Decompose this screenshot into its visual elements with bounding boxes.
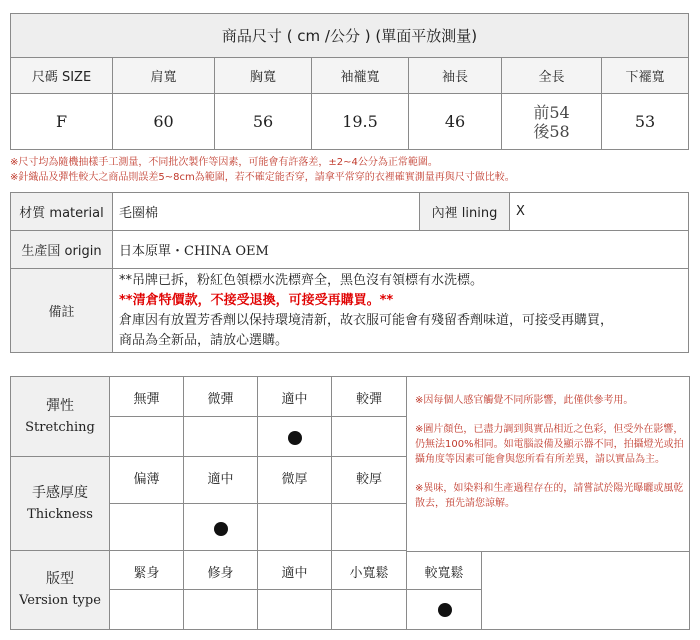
value-sleeve: 46 [409, 94, 502, 150]
value-length [502, 94, 602, 150]
thickness-label-en: Thickness [27, 506, 93, 522]
remark-line: 倉庫因有放置芳香劑以保持環境清新，故衣服可能會有殘留香劑味道，可接受再購買， [119, 312, 614, 328]
fit-option: 較寬鬆 [407, 551, 482, 590]
fit-label-en: Version type [19, 593, 101, 608]
note-line: ※針織品及彈性較大之商品則誤差5~8cm為範圍，若不確定能否穿，請拿平常穿的衣裡確實測量再與尺寸做比較。 [10, 172, 515, 183]
stretch-mark-cell [332, 417, 407, 457]
stretch-option: 微彈 [184, 377, 258, 417]
value-shoulder: 60 [113, 94, 215, 150]
size-table [10, 13, 689, 150]
thickness-option: 較厚 [332, 457, 407, 504]
fit-selected-dot [438, 603, 452, 617]
stretch-label-en: Stretching [25, 419, 95, 435]
value-length-front: 前54 [533, 102, 570, 122]
size-header-row [11, 58, 689, 94]
remark-line: **吊牌已拆，粉紅色領標水洗標齊全，黑色沒有領標有水洗標。 [119, 272, 484, 288]
origin-value: 日本原單・CHINA OEM [113, 231, 689, 269]
stretch-mark-cell [110, 417, 184, 457]
value-armhole: 19.5 [312, 94, 409, 150]
header-sleeve: 袖長 [409, 58, 502, 94]
fit-option: 適中 [258, 551, 332, 590]
fit-label-zh: 版型 [46, 571, 74, 587]
remark-line: 商品為全新品，請放心選購。 [119, 332, 289, 348]
attribute-grid [10, 376, 690, 630]
measurement-notes [10, 155, 690, 185]
attribute-notes [415, 393, 687, 525]
thickness-selected-dot [214, 522, 228, 536]
lining-value: X [510, 193, 689, 231]
attr-note-line: ※圖片顏色，已盡力調到與實品相近之色彩，但受外在影響，仍無法100%相同。如電腦設備及顯示器不同，拍攝燈光或拍攝角度等因素可能會與您所看有所差異，請以實品為主。 [415, 424, 684, 465]
header-armhole: 袖襱寬 [312, 58, 409, 94]
info-table [10, 192, 689, 353]
header-length: 全長 [502, 58, 602, 94]
header-hem: 下襬寬 [602, 58, 689, 94]
fit-mark-cell [258, 590, 332, 629]
value-chest: 56 [215, 94, 312, 150]
stretch-option: 無彈 [110, 377, 184, 417]
material-label: 材質 material [11, 193, 113, 231]
thickness-option: 偏薄 [110, 457, 184, 504]
fit-option: 緊身 [110, 551, 184, 590]
header-chest: 胸寬 [215, 58, 312, 94]
fit-mark-cell [332, 590, 407, 629]
attr-note-line: ※異味，如染料和生產過程存在的，請嘗試於陽光曝曬或風乾散去，預先請您諒解。 [415, 483, 684, 509]
fit-label [11, 551, 110, 629]
stretch-option: 較彈 [332, 377, 407, 417]
stretch-option: 適中 [258, 377, 332, 417]
divider [407, 551, 689, 552]
thickness-mark-cell [258, 504, 332, 551]
thickness-option: 適中 [184, 457, 258, 504]
stretch-label [11, 377, 110, 457]
value-length-back: 後58 [533, 121, 570, 141]
size-table-title: 商品尺寸 ( cm /公分 ) (單面平放測量) [11, 14, 689, 58]
thickness-option: 微厚 [258, 457, 332, 504]
lining-label: 內裡 lining [420, 193, 510, 231]
remarks-value [113, 269, 689, 353]
stretch-label-zh: 彈性 [46, 397, 74, 414]
value-hem: 53 [602, 94, 689, 150]
remarks-label: 備註 [11, 269, 113, 353]
note-line: ※尺寸均為隨機抽樣手工測量，不同批次製作等因素，可能會有許落差，±2~4公分為正常範圍。 [10, 157, 438, 168]
thickness-mark-cell [332, 504, 407, 551]
fit-option: 小寬鬆 [332, 551, 407, 590]
material-value: 毛圈棉 [113, 193, 420, 231]
stretch-mark-cell [184, 417, 258, 457]
stretch-selected-dot [288, 431, 302, 445]
size-value-row [11, 94, 689, 150]
fit-mark-cell [110, 590, 184, 629]
attr-note-line: ※因每個人感官觸覺不同所影響，此僅供參考用。 [415, 395, 634, 406]
remark-line-warning: **清倉特價款，不接受退換，可接受再購買。** [119, 292, 394, 308]
fit-mark-cell [184, 590, 258, 629]
thickness-label [11, 457, 110, 551]
thickness-mark-cell [110, 504, 184, 551]
thickness-label-zh: 手感厚度 [32, 484, 88, 501]
header-size: 尺碼 SIZE [11, 58, 113, 94]
fit-option: 修身 [184, 551, 258, 590]
header-shoulder: 肩寬 [113, 58, 215, 94]
origin-label: 生產国 origin [11, 231, 113, 269]
value-size: F [11, 94, 113, 150]
